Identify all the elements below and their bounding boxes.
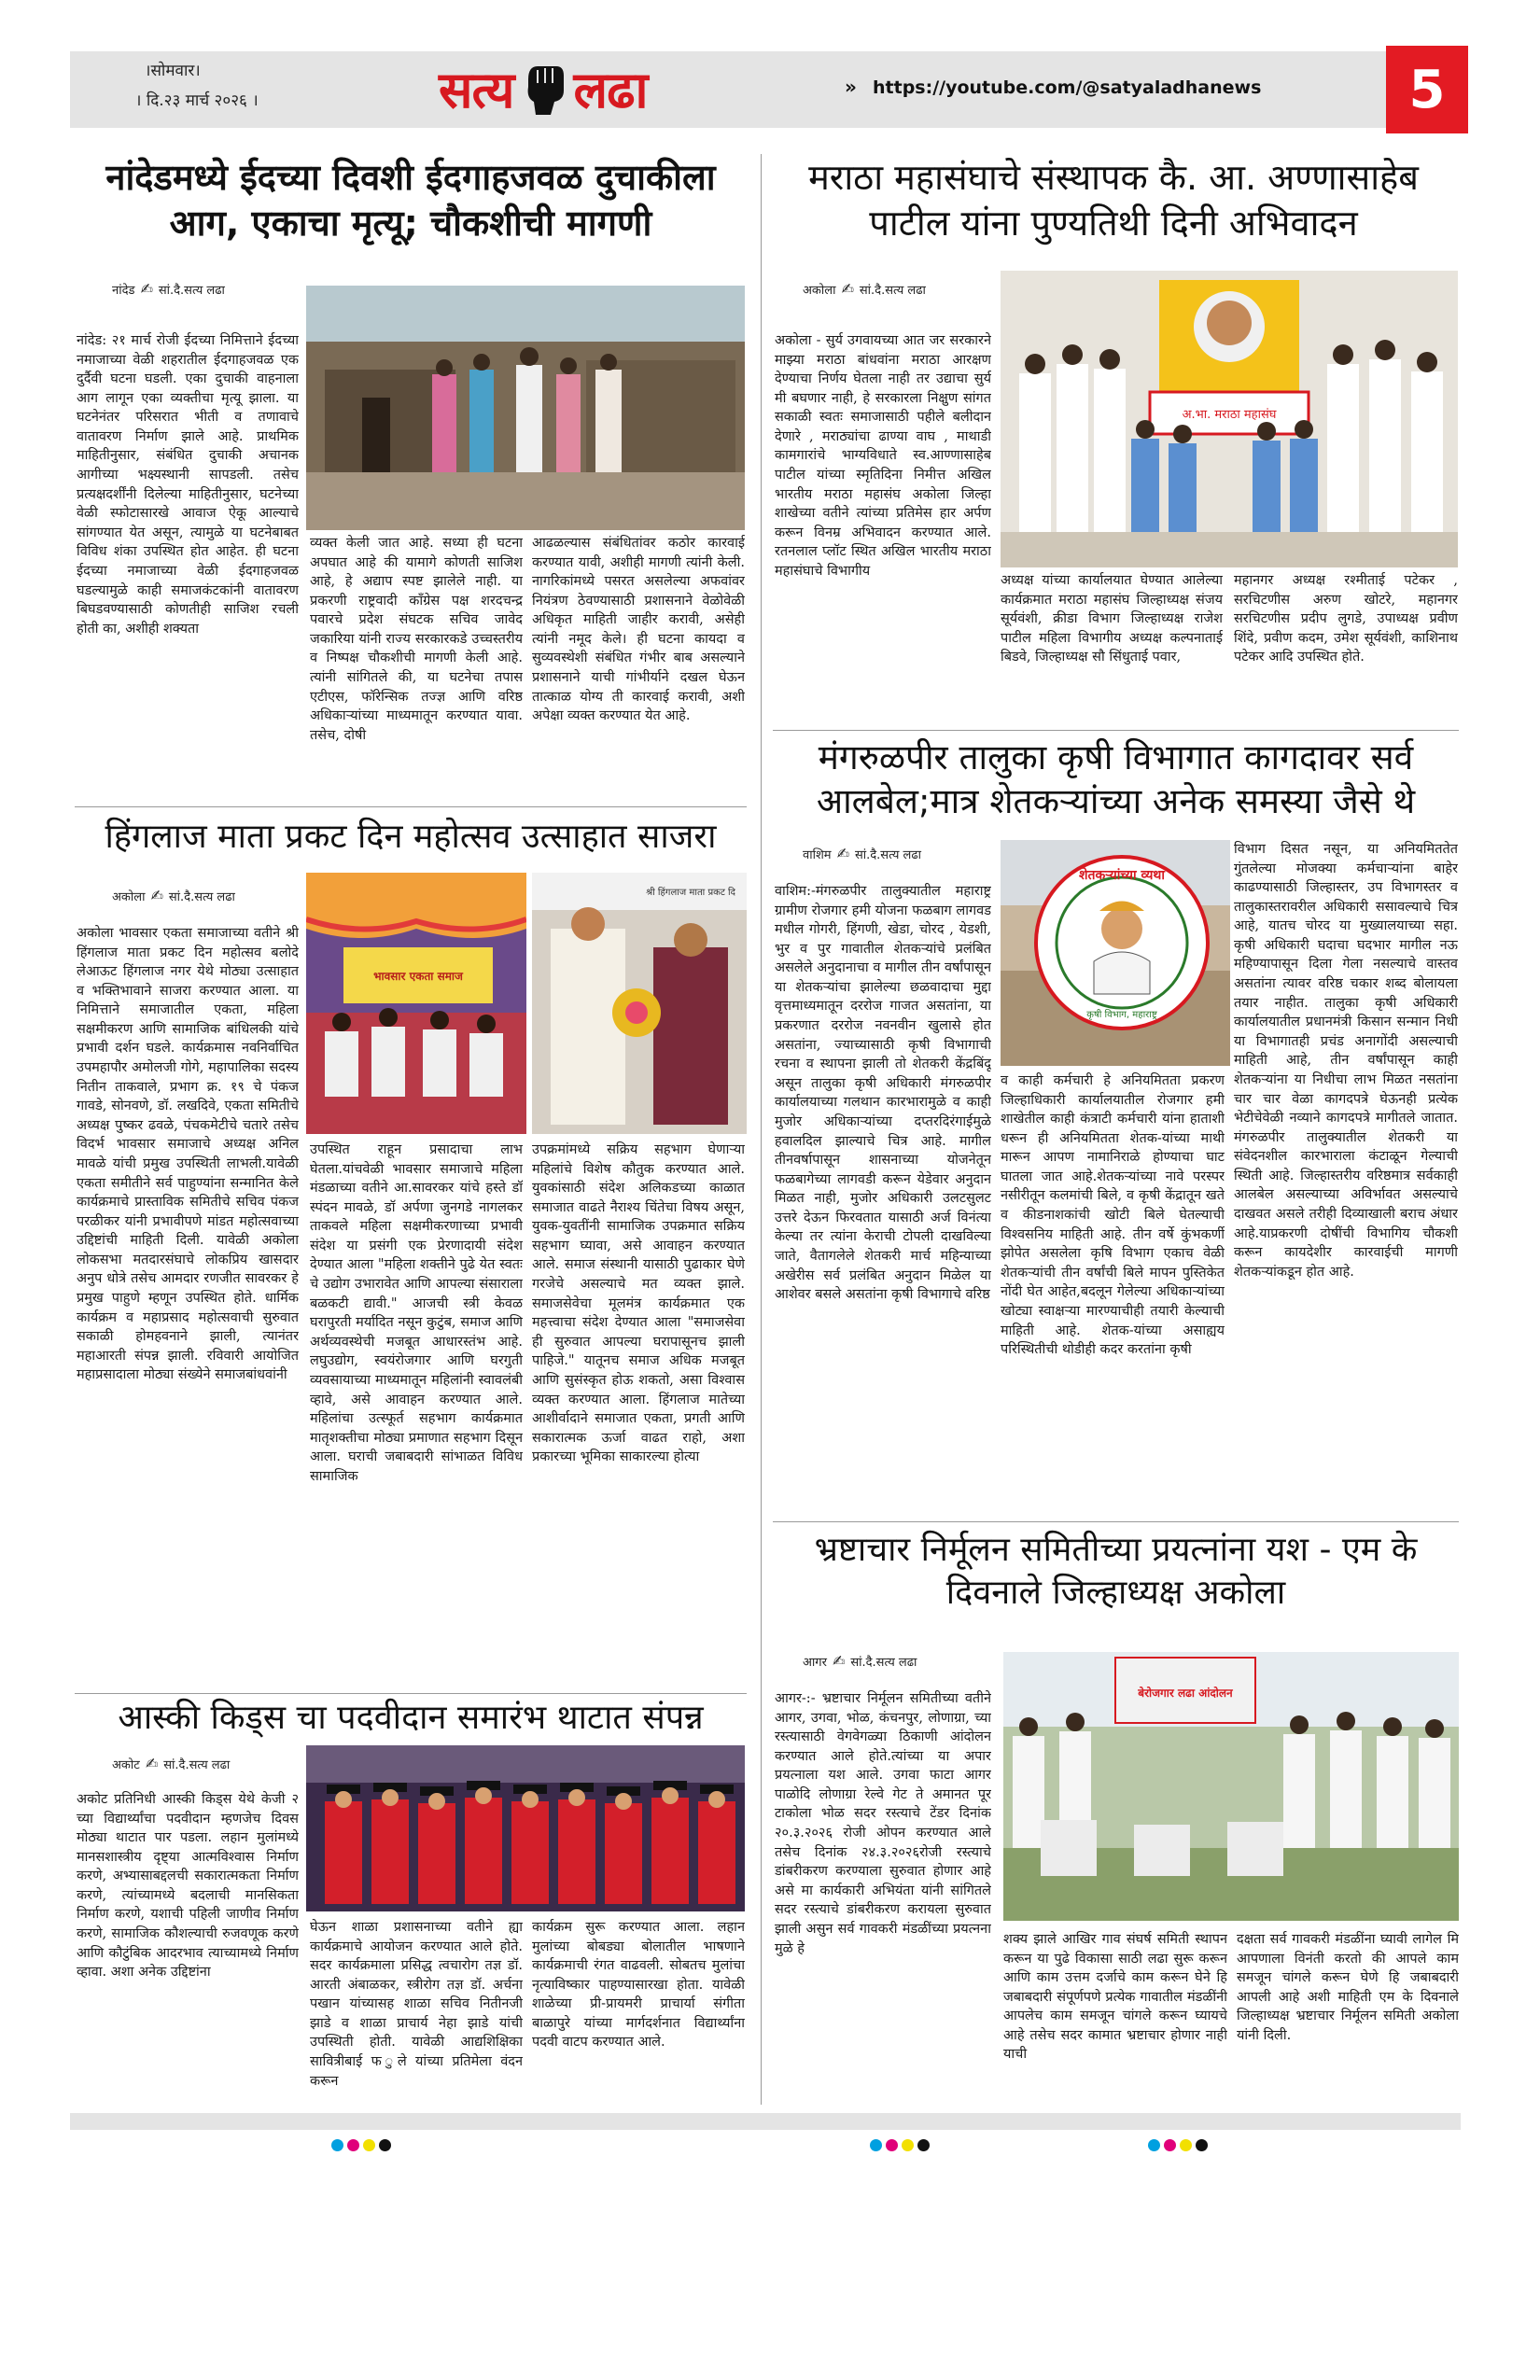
article-kids-col2: घेऊन शाळा प्रशासनाच्या वतीने ह्या कार्यक्रमाचे आयोजन करण्यात आले होते. सदर कार्यक्रमाला प्रसिद्ध त्वचारोग तज्ञ डॉ. आरती अंबाळकर, स्त्रीरोग तज्ञ डॉ. अर्चना पखान यांच्यासह शाळा सचिव नितीनजी झाडे व शाळा प्राचार्य नेहा झाडे यांची उपस्थिती होती. यावेळी आद्यशिक्षिका सावित्रीबाई फ ुले यांच्या प्रतिमेला वंदन करून (310, 1920, 523, 2089)
article-annasaheb-photo (1001, 271, 1458, 567)
article-kids-headline: आस्की किड्स चा पदवीदान समारंभ थाटात संपन्न (118, 1699, 704, 1737)
byline-source: सां.दै.सत्य लढा (859, 283, 926, 298)
pen-icon: ✍ (836, 845, 849, 862)
article-krushi-col2: व काही कर्मचारी हे अनियमितता प्रकरण जिल्हाधिकारी कार्यालयातील रोजगार हमी शाखेतील काही कंत्राटी कर्मचारी यांना हाताशी धरून ही अनियमितता शेतक-यांच्या माथी मारून आपण नामानिराळे होण्याचा घाट घातला जात आहे.शेतकऱ्यांच्या नावे परस्पर नसीरीतून कलमांची बिले, व कृषी केंद्रातून खते व कीडनाशकांची खोटी बिले घेतल्याची विश्वसनिय माहिती आहे. तीन वर्षे कुंभकर्णी झोपेत असलेला कृषि विभाग एकाच वेळी शेतकऱ्यांची तीन वर्षांची बिले मापन पुस्तिकेत नोंदी घेत आहेत,बदलून गेलेल्या अधिकाऱ्यांच्या खोट्या स्वाक्षऱ्या मारण्याचीही तयारी केल्याची माहिती आहे. शेतक-यांच्या असाह्यय परिस्थितीची थोडीही कदर करतांना कृषी (1001, 1073, 1225, 1358)
photo-hinglaj-banner: श्री हिंगलाज माता प्रकट दि (646, 888, 735, 898)
black-dot (379, 2139, 391, 2151)
article-hinglaj-col1: अकोला भावसार एकता समाजाच्या वतीने श्री हिंगलाज माता प्रकट दिन महोत्सव बलोदे लेआऊट हिंगलाज नगर येथे मोठ्या उत्साहात व भक्तिभावाने साजरा करण्यात आला. या निमित्ताने समाजातील एकता, महिला सक्षमीकरण आणि सामाजिक बांधिलकी यांचे प्रभावी दर्शन घडले. कार्यक्रमास नवनिर्वाचित उपमहापौर अमोलजी गोगे, महापालिका सदस्य नितीन ताकवाले, प्रभाग क्र. १९ चे पंकज गावडे, सोनवणे, डॉ. लखदिवे, एकता समितीचे अध्यक्ष पुष्कर ढवळे, पंचकमेटीचे चतारे तसेच विदर्भ भावसार समाजाचे अध्यक्ष अनिल मावळे यांची प्रमुख उपस्थिती लाभली.यावेळी एकता समीतीने सर्व पाहुण्यांना सन्मानित केले कार्यक्रमाचे प्रास्ताविक समितीचे सचिव पंकज परळीकर यांनी प्रभावीपणे मांडत महोत्सवाच्या उद्दिष्टांची माहिती दिली. यावेळी अकोला लोकसभा मतदारसंघाचे लोकप्रिय खासदार अनुप धोत्रे तसेच आमदार रणजीत सावरकर हे प्रमुख पाहुणे म्हणून उपस्थित होते. धार्मिक कार्यक्रम व महाप्रसाद महोत्सवाची सुरुवात सकाळी होमहवनाने झाली, त्यानंतर महाआरती संपन्न झाली. रविवारी आयोजित महाप्रसादाला मोठ्या संख्येने समाजबांधवांनी (77, 926, 299, 1383)
byline-place: नांदेड (112, 283, 135, 298)
article-nanded-col2: व्यक्त केली जात आहे. सध्या ही घटना अपघात आहे की यामागे कोणती साजिश आहे, हे अद्याप स्पष्ट झालेले नाही. या प्रकरणी राष्ट्रवादी काँग्रेस पक्ष शरदचन्द्र पवारचे प्रदेश संघटक सचिव जावेद जकारिया यांनी राज्य सरकारकडे उच्चस्तरीय व निष्पक्ष चौकशीची मागणी केली आहे. त्यांनी सांगितले की, या घटनेचा तपास एटीएस, फॉरेन्सिक तज्ज्ञ आणि वरिष्ठ अधिकाऱ्यांच्या माध्यमातून करण्यात यावा. तसेच, दोषी (310, 536, 523, 743)
section-divider (75, 1693, 747, 1694)
article-nanded-byline (112, 280, 225, 298)
registration-marks (1148, 2139, 1208, 2151)
magenta-dot (1164, 2139, 1176, 2151)
article-kids-byline (112, 1755, 230, 1772)
article-hinglaj-photo-2 (532, 873, 747, 1134)
logo-text-right: लढा (573, 60, 648, 119)
article-nanded-col3: आढळल्यास संबंधितांवर कठोर कारवाई करण्यात यावी, अशीही मागणी त्यांनी केली. नागरिकांमध्ये पसरत असलेल्या अफवांवर नियंत्रण ठेवण्यासाठी प्रशासनाने वेळोवेळी अधिकृत माहिती जाहीर करावी, असेही त्यांनी नमूद केले। ही घटना कायदा व सुव्यवस्थेशी संबंधित गंभीर बाब असल्याने प्रशासनाने याची गांभीर्याने दखल घेऊन तात्काळ योग्य ती कारवाई करावी, अशी अपेक्षा व्यक्त करण्यात येत आहे. (532, 536, 745, 724)
youtube-link[interactable]: https://youtube.com/@satyaladhanews (873, 77, 1262, 98)
masthead-date: । दि.२३ मार्च २०२६ । (135, 91, 259, 110)
byline-source: सां.दै.सत्य लढा (850, 1655, 917, 1670)
byline-source: सां.दै.सत्य लढा (158, 283, 225, 298)
logo-text-left: सत्य (439, 60, 514, 119)
photo-logo-text: शेतकऱ्यांच्या व्यथा (1079, 868, 1165, 883)
article-nanded-headline: नांदेडमध्ये ईदच्या दिवशी ईदगाहजवळ दुचाकीला आग, एकाचा मृत्यू; चौकशीची मागणी (105, 157, 716, 244)
pen-icon: ✍ (150, 887, 163, 904)
article-bhrashtachar-byline (803, 1652, 917, 1670)
article-bhrashtachar-photo (1003, 1652, 1459, 1921)
article-annasaheb-headline: मराठा महासंघाचे संस्थापक कै. आ. अण्णासाहेब पाटील यांना पुण्यतिथी दिनी अभिवादन (808, 157, 1419, 244)
article-krushi-headline: मंगरुळपीर तालुका कृषी विभागात कागदावर सर्व आलबेल;मात्र शेतकऱ्यांच्या अनेक समस्या जैसे थे (816, 737, 1416, 822)
masthead (70, 51, 1461, 128)
yellow-dot (363, 2139, 375, 2151)
column-divider (761, 154, 762, 2105)
double-chevron-icon: » (845, 76, 857, 98)
article-hinglaj-photo-1 (306, 873, 526, 1134)
pen-icon: ✍ (832, 1652, 846, 1670)
article-bhrashtachar-col1: आगर-:- भ्रष्टाचार निर्मूलन समितीच्या वतीने आगर, उगवा, भोळ, कंचनपुर, लोणाग्रा, च्या रस्त्यासाठी वेगवेगळ्या ठिकाणी आंदोलन करण्यात आले होते.त्यांच्या या अपार प्रयत्नाला यश आले. उगवा फाटा आगर पाळोदि लोणाग्रा रेल्वे गेट ते अमानत पूर टाकोला भोळ सदर रस्त्याचे टेंडर दिनांक २०.३.२०२६ रोजी ओपन करण्यात आले तसेच दिनांक २४.३.२०२६रोजी रस्त्याचे डांबरीकरण करण्याला सुरुवात होणार आहे असे मा कार्यकारी अभियंता यांनी सांगितले सदर रस्त्याचे डांबरीकरण करायला सुरुवात झाली असुन सर्व गावकरी मंडळींच्या प्रयत्नना मुळे हे (775, 1691, 991, 1956)
article-krushi-photo (1001, 840, 1230, 1066)
yellow-dot (902, 2139, 914, 2151)
article-bhrashtachar-col3: दक्षता सर्व गावकरी मंडळींना घ्यावी लागेल मि आपणाला विनंती करतो की आपले काम समजून चांगले करून घेणे हि जबाबदारी आपली आहे अशी माहिती एम के दिवनाले जिल्हाध्यक्ष भ्रष्टाचार निर्मूलन समिती अकोला यांनी दिली. (1237, 1932, 1459, 2043)
cyan-dot (331, 2139, 343, 2151)
article-krushi-col3: विभाग दिसत नसून, या अनियमिततेत गुंतलेल्या मोजक्या कर्मचाऱ्यांना बाहेर काढण्यासाठी जिल्हास्तर, उप विभागस्तर व तालुकास्तरावरील अधिकारी ससावल्याचे चित्र आहे, यातच चोरद या मुख्यालयाच्या सहा. कृषी अधिकारी घदाचा घदभार मागील नऊ महिण्यापासून दिला गेला नसल्याचे वास्तव असतांना त्यावर वरिष्ठ चकार शब्द बोलायला तयार नाहीत. तालुका कृषी अधिकारी कार्यालयातील प्रधानमंत्री किसान सन्मान निधी या विभागातही प्रचंड अनागोंदी असल्याची माहिती आहे, तीन वर्षांपासून काही शेतकऱ्यांना या निधीचा लाभ मिळत नसतांना चार चार वेळा कागदपत्रे घेऊनही प्रत्येक भेटीचेवेळी नव्याने कागदपत्रे मागीतले जातात. मंगरुळपीर तालुक्यातील शेतकरी या संवेदनशील कारभाराला कंटाळून गेल्याची स्थिती आहे. जिल्हास्तरीय वरिष्ठमात्र सर्वकाही आलबेल असल्याच्या अविर्भावत असल्याचे दाखवत असले तरीही दिव्याखाली बराच अंधार आहे.याप्रकरणी दोषींची विभागिय चौकशी करून कायदेशीर कारवाईची मागणी शेतकऱ्यांकडून होत आहे. (1234, 842, 1458, 1280)
byline-place: अकोट (112, 1757, 140, 1772)
article-bhrashtachar-col2: शक्य झाले आखिर गाव संघर्ष समिती स्थापन करून या पुढे विकासा साठी लढा सुरू करून आणि काम उत्तम दर्जाचे काम करून घेने हि जबाबदारी संपूर्णपणे प्रत्येक गावातील मंडळींनी आपलेच काम समजून चांगले करून घ्यायचे आहे तसेच सदर कामात भ्रष्टाचार होणार नाही याची (1003, 1932, 1227, 2063)
article-nanded-photo (306, 286, 745, 530)
byline-place: अकोला (803, 283, 836, 298)
black-dot (1196, 2139, 1208, 2151)
photo-banner-text: अ.भा. मराठा महासंघ (1182, 408, 1277, 422)
cyan-dot (1148, 2139, 1160, 2151)
cyan-dot (870, 2139, 882, 2151)
newspaper-logo (439, 55, 812, 120)
article-annasaheb-byline (803, 280, 926, 298)
article-kids-photo (306, 1745, 745, 1911)
article-nanded-col1: नांदेड: २१ मार्च रोजी ईदच्या निमित्ताने ईदच्या नमाजाच्या वेळी शहरातील ईदगाहजवळ एक दुर्दैवी घटना घडली. एका दुचाकी वाहनाला आग लागून एका व्यक्तीचा मृत्यू झाला. या घटनेनंतर परिसरात भीती व तणावाचे वातावरण निर्माण झाले आहे. प्राथमिक माहितीनुसार, संबंधित दुचाकी अचानक आगीच्या भक्ष्यस्थानी सापडली. तसेच प्रत्यक्षदर्शींनी दिलेल्या माहितीनुसार, घटनेच्या वेळी स्फोटासारखे आवाज ऐकू आल्याचे सांगण्यात येत असून, त्यामुळे या घटनेबाबत विविध शंका उपस्थित होत आहेत. ही घटना ईदच्या नमाजाच्या वेळी ईदगाहजवळ घडल्यामुळे काही समाजकंटकांनी वातावरण बिघडवण्यासाठी कोणतीही साजिश रचली होती का, अशीही शक्यता (77, 333, 299, 637)
article-hinglaj-col3: उपक्रमांमध्ये सक्रिय सहभाग घेणाऱ्या महिलांचे विशेष कौतुक करण्यात आले. युवकांसाठी संदेश अलिकडच्या काळात समाजात वाढते नैराश्य चिंतेचा विषय असून, युवक-युवतींनी सामाजिक उपक्रमात सक्रिय सहभाग घ्यावा, असे आवाहन करण्यात आले. समाज संस्थानी यासाठी पुढाकार घेणे गरजेचे असल्याचे मत व्यक्त झाले. समाजसेवेचा मूलमंत्र कार्यक्रमात एक महत्त्वाचा संदेश देण्यात आला "समाजसेवा ही सुरुवात आपल्या घरापासूनच झाली पाहिजे." यातूनच समाज अधिक मजबूत आणि सुसंस्कृत होऊ शकतो, असा विश्वास व्यक्त करण्यात आला. हिंगलाज मातेच्या आशीर्वादाने समाजात एकता, प्रगती आणि सकारात्मक ऊर्जा वाढत राहो, अशा प्रकारच्या भूमिका साकारल्या होत्या (532, 1142, 745, 1465)
article-annasaheb-col1: अकोला - सुर्य उगवायच्या आत जर सरकारने माझ्या मराठा बांधवांना मराठा आरक्षण देण्याचा निर्णय घेतला नाही तर उद्याचा सुर्य मी बघणार नाही, हे सरकारला निक्षुण सांगत सकाळी स्वतः समाजासाठी पहीले बलीदान देणारे , मराठ्यांचा ढाण्या वाघ , माथाडी कामगारांचे भाग्यविधाते स्व.आण्णासाहेब पाटील यांच्या स्मृतिदिना निमीत्त अखिल भारतीय मराठा महासंघ अकोला जिल्हा शाखेच्या वतीने त्यांच्या प्रतिमेस हार अर्पण करून विनम्र अभिवादन करण्यात आले. रतनलाल प्लॉट स्थित अखिल भारतीय मराठा महासंघाचे विभागीय (775, 333, 991, 579)
footer-bar (70, 2113, 1461, 2130)
pen-icon: ✍ (145, 1755, 159, 1772)
byline-source: सां.दै.सत्य लढा (168, 889, 235, 904)
registration-marks (870, 2139, 930, 2151)
article-annasaheb-col2: अध्यक्ष यांच्या कार्यालयात घेण्यात आलेल्या कार्यक्रमात मराठा महासंघ जिल्हाध्यक्ष संजय सूर्यवंशी, क्रीडा विभाग जिल्हाध्यक्ष राजेश पाटील महिला विभागीय अध्यक्ष कल्पनाताई बिडवे, जिल्हाध्यक्ष सौ सिंधुताई पवार, (1001, 573, 1223, 665)
magenta-dot (886, 2139, 898, 2151)
black-dot (917, 2139, 930, 2151)
article-hinglaj-byline (112, 887, 235, 904)
article-kids-col3: कार्यक्रम सुरू करण्यात आला. लहान मुलांच्या बोबड्या बोलातील भाषणाने कार्यक्रमाची रंगत वाढवली. सोबतच मुलांचा नृत्याविष्कार पाहण्यासारखा होता. यावेळी शाळेच्या प्री-प्रायमरी प्राचार्या संगीता बाळापुरे यांच्या मार्गदर्शनात विद्यार्थ्यांना पदवी वाटप करण्यात आले. (532, 1920, 745, 2051)
article-hinglaj-col2: उपस्थित राहून प्रसादाचा लाभ घेतला.यांचवेळी भावसार समाजाचे महिला मंडळाच्या वतीने आ.सावरकर यांचे हस्ते डॉ स्पंदन मावळे, डॉ अर्पणा जुनगडे नागलकर ताकवले महिला सक्षमीकरणाच्या प्रभावी संदेश या प्रसंगी एक प्रेरणादायी संदेश देण्यात आला "महिला शक्तीने पुढे येत स्वतः चे उद्योग उभारावेत आणि आपल्या संसाराला बळकटी द्यावी." आजची स्त्री केवळ घरापुरती मर्यादित नसून कुटुंब, समाज आणि अर्थव्यवस्थेची मजबूत आधारस्तंभ आहे. लघुउद्योग, स्वयंरोजगार आणि घरगुती व्यवसायाच्या माध्यमातून महिलांनी स्वावलंबी व्हावे, असे आवाहन करण्यात आले. महिलांचा उत्स्फूर्त सहभाग कार्यक्रमात मातृशक्तीचा मोठ्या प्रमाणात सहभाग दिसून आला. घराची जबाबदारी सांभाळत विविध सामाजिक (310, 1142, 523, 1484)
article-bhrashtachar-headline: भ्रष्टाचार निर्मूलन समितीच्या प्रयत्नांना यश - एम के दिवनाले जिल्हाध्यक्ष अकोला (814, 1531, 1418, 1613)
photo-hinglaj-sign: भावसार एकता समाज (373, 970, 463, 983)
article-annasaheb-col3: महानगर अध्यक्ष रश्मीताई पटेकर , सरचिटणीस अरुण खोटरे, महानगर सरचिटणीस प्रदीप लुगडे, उपाध्यक्ष प्रवीण शिंदे, प्रवीण कदम, उमेश सूर्यवंशी, काशिनाथ पटेकर आदि उपस्थित होते. (1234, 573, 1458, 665)
article-hinglaj-headline: हिंगलाज माता प्रकट दिन महोत्सव उत्साहात साजरा (105, 818, 717, 856)
pen-icon: ✍ (140, 280, 153, 298)
fist-icon (519, 59, 567, 117)
article-kids-col1: अकोट प्रतिनिधी आस्की किड्स येथे केजी २ च्या विद्यार्थ्यांचा पदवीदान म्हणजेच दिवस मोठ्या थाटात पार पडला. लहान मुलांमध्ये मानसशास्त्रीय दृष्ट्या आत्मविश्वास निर्माण करणे, अभ्यासाबद्दलची सकारात्मकता निर्माण करणे, त्यांच्यामध्ये बदलाची मानसिकता निर्माण करणे, यशाची पहिली जाणीव निर्माण करणे, सामाजिक कौशल्याची रुजवणूक करणे आणि कौटुंबिक आदरभाव त्याच्यामध्ये निर्माण व्हावा. अशा अनेक उद्दिष्टांना (77, 1792, 299, 1981)
section-divider (75, 806, 747, 807)
byline-place: आगर (803, 1655, 827, 1670)
pen-icon: ✍ (841, 280, 854, 298)
page-number: 5 (1386, 46, 1468, 133)
byline-place: वाशिम (803, 847, 832, 862)
section-divider (773, 1521, 1459, 1522)
byline-place: अकोला (112, 889, 146, 904)
yellow-dot (1180, 2139, 1192, 2151)
byline-source: सां.दै.सत्य लढा (163, 1757, 231, 1772)
article-krushi-byline (803, 845, 921, 862)
photo-protest-banner: बेरोजगार लढा आंदोलन (1138, 1687, 1233, 1700)
byline-source: सां.दै.सत्य लढा (854, 847, 922, 862)
magenta-dot (347, 2139, 359, 2151)
section-divider (773, 730, 1459, 731)
photo-logo-subtext: कृषी विभाग, महाराष्ट्र (1086, 1010, 1157, 1020)
masthead-day: ।सोमवार। (145, 62, 201, 80)
article-krushi-col1: वाशिम:-मंगरुळपीर तालुक्यातील महाराष्ट्र ग्रामीण रोजगार हमी योजना फळबाग लागवड मधील गोगरी, हिंगणी, खेडा, चोरद , येडशी, भुर व पुर गावातील शेतकऱ्यांचे प्रलंबित असलेले अनुदानाचा व मागील तीन वर्षांपासून या शेतकऱ्यांचा झालेल्या छळवादाचा मुद्दा वृत्तमाध्यमातून दररोज गाजत असतांना, या प्रकरणात दररोज नवनवीन खुलासे होत असतांना, ज्याच्यासाठी कृषी विभागाची रचना व स्थापना झाली तो शेतकरी केंद्रबिंदू असून तालुका कृषी अधिकारी मंगरुळपीर कार्यालयाच्या गलथान कारभारामुळे व काही मुजोर अधिकाऱ्यांच्या दप्तरदिरंगाईमुळे हवालदिल झाल्याचे चित्र आहे. मागील तीनवर्षापासून शासनाच्या योजनेतून फळबागेच्या लागवडी करून येडेवार अनुदान मिळत नाही, मुजोर अधिकारी उलटसुलट उत्तरे देऊन फिरवतात यासाठी अर्ज विनंत्या केल्या तर त्यांना केराची टोपली दाखविल्या जाते, वैतागलेले शेतकरी मार्च महिन्याच्या अखेरीस सर्व प्रलंबित अनुदान मिळेल या आशेवर बसले असतांना कृषी विभागाचे वरिष्ठ (775, 884, 991, 1303)
registration-marks (331, 2139, 391, 2151)
